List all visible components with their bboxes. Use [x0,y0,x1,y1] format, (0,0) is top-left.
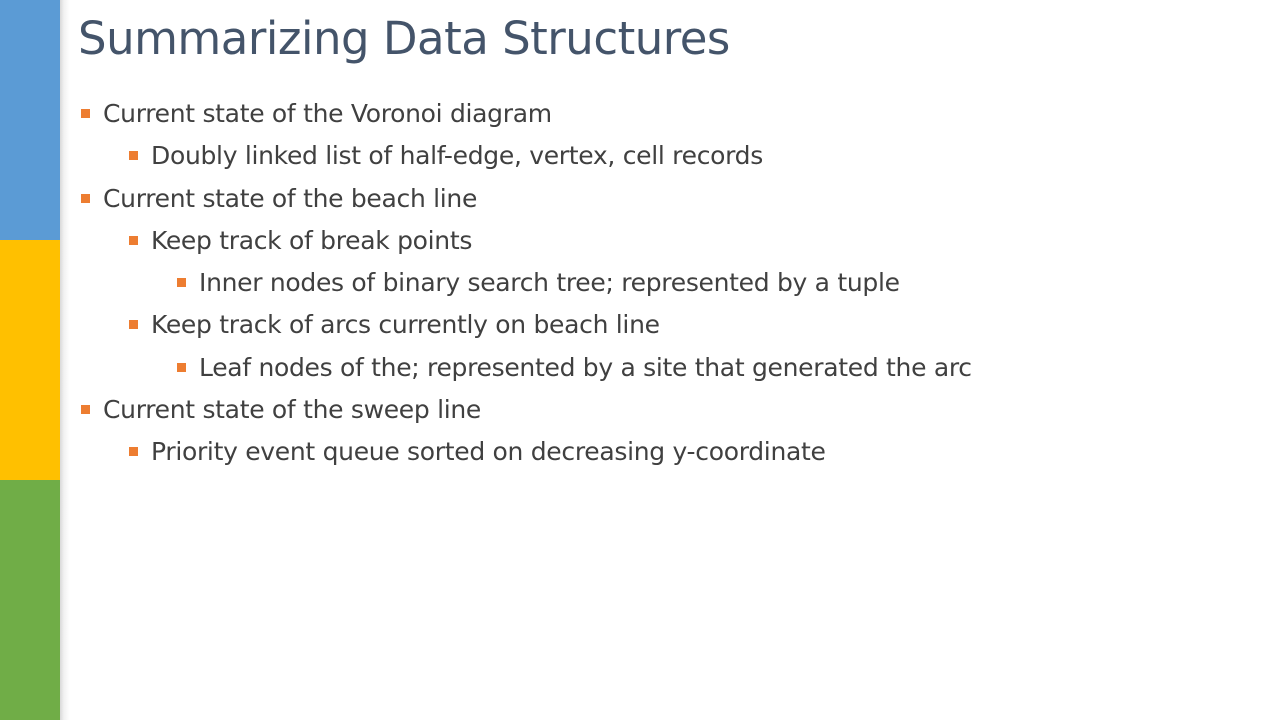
bullet-text: Inner nodes of binary search tree; represented by a tuple [199,268,900,297]
bullet-item [151,141,763,171]
square-bullet-icon [81,194,90,203]
bullet-item [199,353,972,383]
square-bullet-icon [177,363,186,372]
square-bullet-icon [177,278,186,287]
square-bullet-icon [81,109,90,118]
square-bullet-icon [129,151,138,160]
bullet-text: Keep track of break points [151,226,473,255]
sidebar-band-yellow [0,240,60,480]
sidebar-band-green [0,480,60,720]
bullet-text: Priority event queue sorted on decreasing y-coordinate [151,437,826,466]
bullet-item [151,226,472,256]
bullet-text: Doubly linked list of half-edge, vertex, cell records [151,141,763,170]
bullet-item [103,184,477,214]
bullet-item [103,395,481,425]
square-bullet-icon [81,405,90,414]
bullet-item [103,99,552,129]
bullet-text: Leaf nodes of the; represented by a site that generated the arc [199,353,972,382]
bullet-item [151,310,660,340]
bullet-text: Keep track of arcs currently on beach line [151,310,660,339]
bullet-item [199,268,900,298]
color-sidebar [0,0,60,720]
slide-title: Summarizing Data Structures [78,12,730,65]
square-bullet-icon [129,447,138,456]
sidebar-shadow [60,0,70,720]
sidebar-band-blue [0,0,60,240]
bullet-text: Current state of the Voronoi diagram [103,99,552,128]
bullet-item [151,437,826,467]
bullet-text: Current state of the sweep line [103,395,482,424]
square-bullet-icon [129,320,138,329]
square-bullet-icon [129,236,138,245]
bullet-text: Current state of the beach line [103,184,478,213]
